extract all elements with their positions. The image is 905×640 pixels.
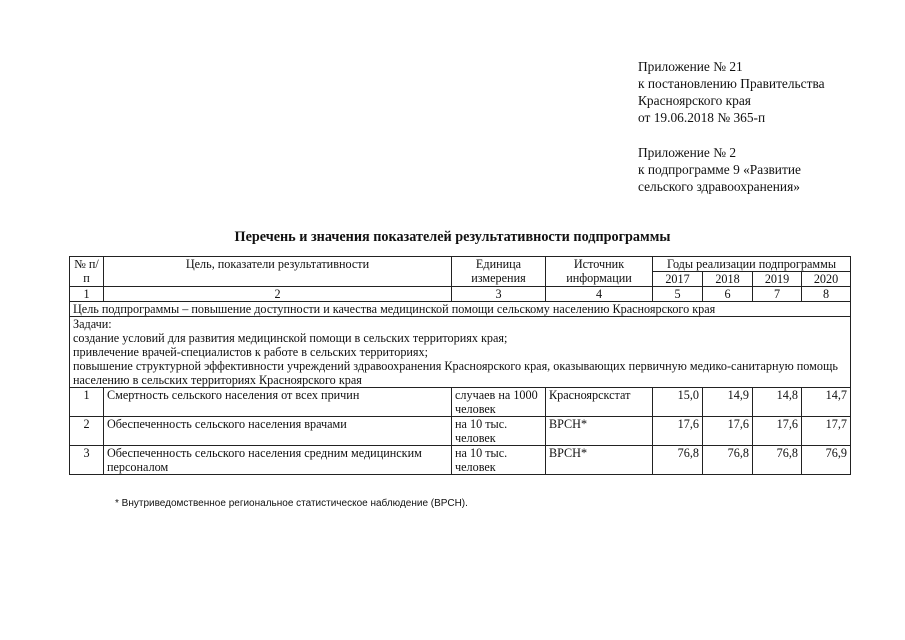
column-number: 6	[703, 287, 753, 302]
row-unit: случаев на 1000 человек	[452, 388, 546, 417]
header-source: Источник информации	[546, 257, 653, 287]
appendix-2-line-1: Приложение № 2	[638, 145, 737, 160]
row-unit: на 10 тыс. человек	[452, 417, 546, 446]
row-num: 1	[70, 388, 104, 417]
column-number: 5	[653, 287, 703, 302]
row-value-2017: 17,6	[653, 417, 703, 446]
row-value-2018: 17,6	[703, 417, 753, 446]
row-name: Смертность сельского населения от всех причин	[104, 388, 452, 417]
row-value-2017: 76,8	[653, 446, 703, 475]
row-source: ВРСН*	[546, 446, 653, 475]
column-number: 2	[104, 287, 452, 302]
column-number: 3	[452, 287, 546, 302]
appendix-block-2	[638, 144, 801, 195]
appendix-2-line-2: к подпрограмме 9 «Развитие	[638, 162, 801, 177]
header-year-2019: 2019	[753, 272, 802, 287]
appendix-1-line-2: к постановлению Правительства	[638, 76, 825, 91]
row-num: 2	[70, 417, 104, 446]
indicators-table	[69, 256, 851, 475]
appendix-1-line-3: Красноярского края	[638, 93, 751, 108]
row-name: Обеспеченность сельского населения врачами	[104, 417, 452, 446]
header-num: № п/п	[70, 257, 104, 287]
row-num: 3	[70, 446, 104, 475]
row-name: Обеспеченность сельского населения средним медицинским персоналом	[104, 446, 452, 475]
row-value-2018: 14,9	[703, 388, 753, 417]
row-value-2019: 76,8	[753, 446, 802, 475]
row-unit: на 10 тыс. человек	[452, 446, 546, 475]
appendix-1-line-1: Приложение № 21	[638, 59, 743, 74]
table-row	[70, 417, 851, 446]
appendix-1-line-4: от 19.06.2018 № 365-п	[638, 110, 766, 125]
appendix-block-1	[638, 58, 825, 126]
header-years-group: Годы реализации подпрограммы	[653, 257, 851, 272]
header-year-2017: 2017	[653, 272, 703, 287]
row-value-2020: 76,9	[802, 446, 851, 475]
column-number: 1	[70, 287, 104, 302]
row-source: ВРСН*	[546, 417, 653, 446]
row-value-2019: 17,6	[753, 417, 802, 446]
tasks-label: Задачи:	[73, 317, 112, 331]
row-value-2020: 14,7	[802, 388, 851, 417]
table-row	[70, 446, 851, 475]
header-year-2018: 2018	[703, 272, 753, 287]
column-number: 8	[802, 287, 851, 302]
task-item: создание условий для развития медицинской помощи в сельских территориях края;	[73, 331, 508, 345]
column-numbers-row	[70, 287, 851, 302]
header-year-2020: 2020	[802, 272, 851, 287]
footnote: * Внутриведомственное региональное статистическое наблюдение (ВРСН).	[115, 498, 468, 509]
row-source: Красноярскстат	[546, 388, 653, 417]
tasks-cell	[70, 317, 851, 388]
row-value-2019: 14,8	[753, 388, 802, 417]
goal-text: Цель подпрограммы – повышение доступности и качества медицинской помощи сельскому населению Красноярского края	[70, 302, 851, 317]
row-value-2017: 15,0	[653, 388, 703, 417]
row-value-2018: 76,8	[703, 446, 753, 475]
goal-row	[70, 302, 851, 317]
tasks-row	[70, 317, 851, 388]
task-item: привлечение врачей-специалистов к работе в сельских территориях;	[73, 345, 429, 359]
document-title: Перечень и значения показателей результативности подпрограммы	[234, 229, 671, 245]
task-item: повышение структурной эффективности учреждений здравоохранения Красноярского края, оказывающих первичную медико-санитарную помощь населению в сельских территориях Красноярского края	[73, 359, 838, 387]
table-row	[70, 388, 851, 417]
appendix-2-line-3: сельского здравоохранения»	[638, 179, 800, 194]
row-value-2020: 17,7	[802, 417, 851, 446]
column-number: 7	[753, 287, 802, 302]
column-number: 4	[546, 287, 653, 302]
header-goal: Цель, показатели результативности	[104, 257, 452, 287]
header-unit: Единица измерения	[452, 257, 546, 287]
